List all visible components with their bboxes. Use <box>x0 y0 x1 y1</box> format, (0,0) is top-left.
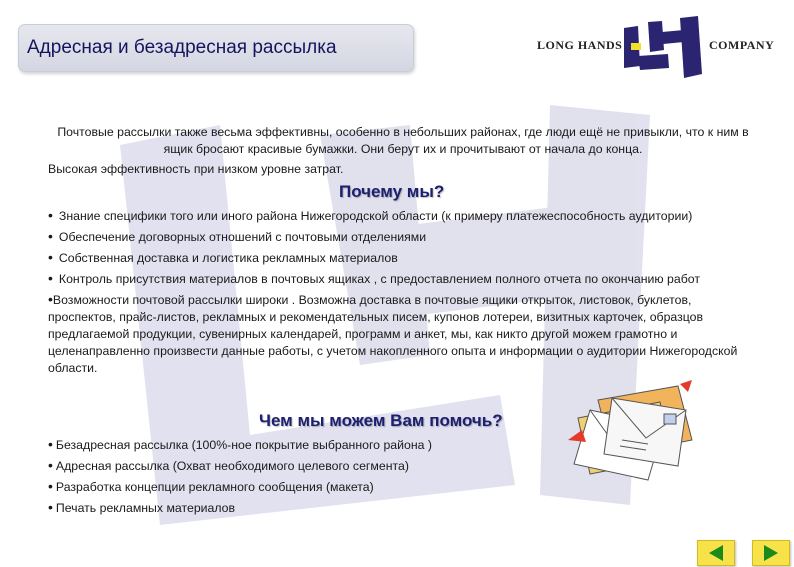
arrow-left-icon <box>698 541 734 565</box>
prev-slide-button[interactable] <box>697 540 735 566</box>
efficiency-line: Высокая эффективность при низком уровне затрат. <box>48 162 344 176</box>
logo-text-left: LONG HANDS <box>537 38 623 52</box>
list-item: • Контроль присутствия материалов в почтовых ящиках , с предоставлением полного отчета по окончанию работ <box>48 270 700 286</box>
envelopes-icon <box>568 380 698 488</box>
why-us-list <box>48 207 748 380</box>
list-item: • Обеспечение договорных отношений с почтовыми отделениями <box>48 228 427 244</box>
bullet-icon: • <box>48 457 53 473</box>
list-item: • Разработка концепции рекламного сообщения (макета) <box>48 478 374 494</box>
bullet-icon: • <box>48 207 53 223</box>
list-item: • Собственная доставка и логистика рекламных материалов <box>48 249 398 265</box>
bullet-icon: • <box>48 291 53 307</box>
help-heading: Чем мы можем Вам помочь? <box>259 411 503 430</box>
list-item: •Возможности почтовой рассылки широки . Возможна доставка в почтовые ящики открыток, листовок, буклетов, проспектов, прайс-листов, рекламных и рекомендательных писем, купонов лотереи, визитных карточек, образцов предлагаемой продукции, сувенирных календарей, программ и анкет, мы, как никто другой можем грамотно и целенаправленно произвести данные работы, с учетом накопленного опыта и информации о аудитории Нижегородской области. <box>48 291 738 375</box>
bullet-icon: • <box>48 228 53 244</box>
bullet-icon: • <box>48 436 53 452</box>
bullet-icon: • <box>48 249 53 265</box>
list-item: • Знание специфики того или иного района Нижегородской области (к примеру платежеспособность аудитории) <box>48 207 693 223</box>
bullet-icon: • <box>48 270 53 286</box>
list-item: • Печать рекламных материалов <box>48 499 236 515</box>
next-slide-button[interactable] <box>752 540 790 566</box>
bullet-icon: • <box>48 478 53 494</box>
bullet-icon: • <box>48 499 53 515</box>
list-item: • Адресная рассылка (Охват необходимого целевого сегмента) <box>48 457 409 473</box>
help-list <box>48 436 568 520</box>
intro-paragraph: Почтовые рассылки также весьма эффективны, особенно в небольших районах, где люди ещё не привыкли, что к ним в ящик бросают красивые бумажки. Они берут их и прочитывают от начала до конца. <box>57 125 749 156</box>
arrow-right-icon <box>753 541 789 565</box>
logo-text-right: COMPANY <box>709 38 775 52</box>
page-title: Адресная и безадресная рассылка <box>27 37 337 58</box>
why-us-heading: Почему мы? <box>339 182 445 201</box>
list-item: • Безадресная рассылка (100%-ное покрытие выбранного района ) <box>48 436 432 452</box>
